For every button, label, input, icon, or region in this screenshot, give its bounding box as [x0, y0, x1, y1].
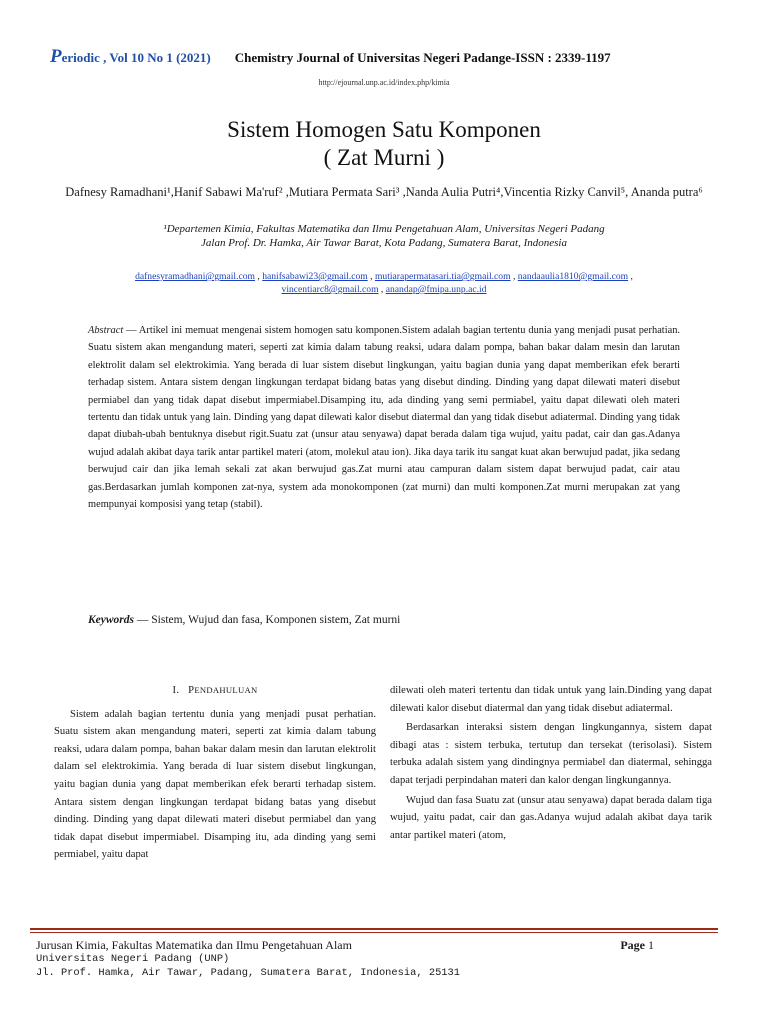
journal-header — [50, 46, 730, 68]
email-link[interactable]: vincentiarc8@gmail.com — [281, 284, 379, 295]
email-list: dafnesyramadhani@gmail.com , hanifsabawi23@gmail.com , mutiarapermatasari.tia@gmail.com , nandaaulia1810@gmail.com , vincentiarc8@gmail.com , anandap@fmipa.unp.ac.id — [135, 271, 633, 295]
left-column — [54, 682, 376, 866]
periodic-initial: P — [50, 46, 62, 67]
abstract-text: Artikel ini memuat mengenai sistem homogen satu komponen.Sistem adalah bagian tertentu dunia yang menjadi pusat perhatian. Suatu sistem akan mengandung materi, seperti zat kimia dalam tabung reaksi, udara dalam pompa, bahan bakar dalam mesin dan larutan elektrolit dalam sel elektrokimia. Yang berada di luar sistem disebut lingkungan, yaitu bagian dunia yang dapat memberikan efek berarti terhadap sistem. Antara sistem dengan lingkungan terdapat bidang batas yang disebut dinding. Dinding yang dapat dilewati materi disebut permiabel dan yang tidak dapat disebut impermiabel.Disamping itu, ada dinding yang semi permiabel, yaitu dapat dilewati oleh materi tertentu dan tidak untuk yang lain. Dinding yang dapat dilewati kalor disebut diatermal dan yang tidak disebut adiatermal. Dinding yang tidak dapat diubah-ubah bentuknya disebut rigit.Suatu zat (unsur atau senyawa) dapat berada dalam tiga wujud, yaitu padat, cair dan gas.Adanya wujud adalah akibat daya tarik antar partikel materi (atom, molekul atau ion). Jika daya tarik itu sangat kuat akan berwujud padat, jika sedang berwujud cair dan jika lemah sekali zat akan berwujud gas.Zat murni atau campuran dalam sistem dapat berwujud padat, cair atau gas.Berdasarkan jumlah komponen zat-nya, system ada monokomponen (zat murni) dan multi komponen.Zat murni merupakan zat yang mempunyai komposisi yang tetap (stabil). — [88, 325, 680, 511]
author-list: Dafnesy Ramadhani¹,Hanif Sabawi Ma'ruf² ,Mutiara Permata Sari³ ,Nanda Aulia Putri⁴,Vincentia Rizky Canvil⁵, Ananda putra⁶ — [65, 185, 703, 199]
intro-paragraph-continued: dilewati oleh materi tertentu dan tidak untuk yang lain.Dinding yang dapat dilewati kalor disebut diatermal dan yang tidak disebut adiatermal. — [390, 685, 712, 714]
page-number-value: 1 — [648, 938, 654, 952]
email-link[interactable]: nandaaulia1810@gmail.com — [517, 271, 629, 282]
phase-paragraph: Wujud dan fasa Suatu zat (unsur atau senyawa) dapat berada dalam tiga wujud, yaitu padat, cair dan gas.Adanya wujud adalah akibat daya tarik antar partikel materi (atom, — [390, 794, 712, 841]
email-link[interactable]: anandap@fmipa.unp.ac.id — [385, 284, 487, 295]
journal-url[interactable]: http://ejournal.unp.ac.id/index.php/kimia — [318, 78, 450, 87]
journal-name: Chemistry Journal of Universitas Negeri Padange-ISSN : 2339-1197 — [234, 50, 611, 65]
affiliation-line-2: Jalan Prof. Dr. Hamka, Air Tawar Barat, Kota Padang, Sumatera Barat, Indonesia — [201, 237, 567, 249]
email-link[interactable]: hanifsabawi23@gmail.com — [262, 271, 368, 282]
keywords-dash: — — [134, 614, 152, 626]
title-line-1: Sistem Homogen Satu Komponen — [227, 117, 541, 142]
affiliation — [60, 222, 708, 250]
right-column — [390, 682, 712, 846]
page-number — [620, 938, 654, 952]
interaction-paragraph: Berdasarkan interaksi sistem dengan lingkungannya, sistem dapat dibagi atas : sistem terbuka, tertutup dan tersekat (terisolasi). Sistem terbuka adalah sistem yang dindingnya permiabel dan diatermal, sehingga dapat terjadi perpindahan materi dan kalor dengan lingkungannya. — [390, 722, 712, 786]
periodic-label — [50, 46, 211, 67]
keywords-label: Keywords — [88, 614, 134, 626]
footer-department: Jurusan Kimia, Fakultas Matematika dan Ilmu Pengetahuan Alam — [36, 938, 352, 952]
page-footer — [36, 938, 718, 980]
footer-rule-thick — [30, 928, 718, 930]
paper-title — [0, 116, 768, 172]
title-line-2: ( Zat Murni ) — [323, 145, 445, 170]
periodic-volume: eriodic , Vol 10 No 1 (2021) — [61, 50, 211, 65]
keywords — [88, 614, 680, 626]
abstract-dash: — — [123, 325, 139, 336]
footer-address: Jl. Prof. Hamka, Air Tawar, Padang, Sumatera Barat, Indonesia, 25131 — [36, 967, 461, 979]
section-number: I. — [172, 685, 180, 696]
keywords-text: Sistem, Wujud dan fasa, Komponen sistem, Zat murni — [151, 614, 401, 626]
section-heading — [54, 682, 376, 700]
footer-university: Universitas Negeri Padang (UNP) — [36, 953, 230, 965]
intro-paragraph: Sistem adalah bagian tertentu dunia yang menjadi pusat perhatian. Suatu sistem akan mengandung materi, seperti zat kimia dalam tabung reaksi, udara dalam pompa, bahan bakar dalam mesin dan larutan elektrolit dalam sel elektrokimia. Yang berada di luar sistem disebut lingkungan, yaitu bagian dunia yang dapat memberikan efek berarti terhadap sistem. Antara sistem dengan lingkungan terdapat bidang batas yang disebut dinding. Dinding yang dapat dilewati materi disebut permiabel dan yang tidak dapat disebut impermiabel. Disamping itu, ada dinding yang semi permiabel, yaitu dapat — [54, 708, 376, 861]
email-link[interactable]: mutiarapermatasari.tia@gmail.com — [374, 271, 511, 282]
footer-rule-thin — [30, 932, 718, 933]
abstract — [88, 322, 680, 513]
abstract-label: Abstract — [88, 325, 124, 336]
email-link[interactable]: dafnesyramadhani@gmail.com — [135, 271, 255, 282]
section-title-rest: ENDAHULUAN — [194, 685, 258, 695]
affiliation-line-1: ¹Departemen Kimia, Fakultas Matematika dan Ilmu Pengetahuan Alam, Universitas Negeri Padang — [163, 223, 605, 235]
page-label: Page — [620, 938, 645, 952]
section-first-letter: P — [188, 685, 195, 696]
